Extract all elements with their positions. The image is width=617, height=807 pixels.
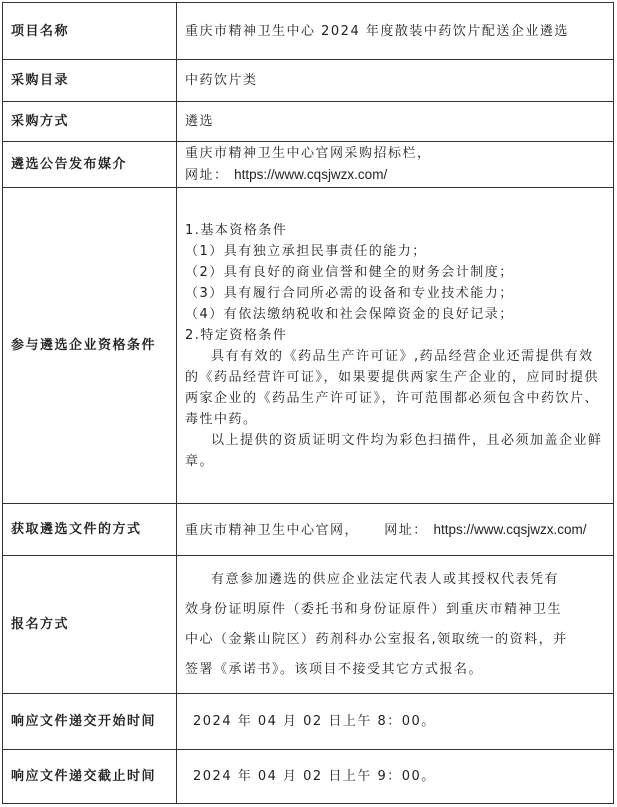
catalog-value: 中药饮片类	[177, 60, 614, 102]
project-name-value: 重庆市精神卫生中心 2024 年度散装中药饮片配送企业遴选	[177, 3, 614, 60]
basic-qualification-item: （4）有依法缴纳税收和社会保障资金的良好记录；	[185, 306, 514, 322]
signup-line: 签署《承诺书》。该项目不接受其它方式报名。	[185, 661, 484, 677]
qualification-value	[177, 188, 614, 504]
obtain-value	[177, 504, 614, 556]
obtain-label: 获取遴选文件的方式	[3, 504, 177, 556]
media-value	[177, 142, 614, 188]
special-qualification-title: 2.特定资格条件	[185, 327, 288, 343]
table-row	[3, 60, 614, 102]
table-row	[3, 142, 614, 188]
media-url-prefix: 网址：	[185, 168, 229, 183]
signup-line: 有意参加遴选的供应企业法定代表人或其授权代表凭有	[211, 571, 560, 587]
submit-end-label: 响应文件递交截止时间	[3, 750, 177, 804]
table-row	[3, 694, 614, 750]
signup-label: 报名方式	[3, 556, 177, 694]
project-name-label: 项目名称	[3, 3, 177, 60]
submit-start-time: 2024 年 04 月 02 日上午 8：00。	[193, 714, 436, 729]
obtain-url-prefix: 网址：	[384, 522, 428, 538]
media-url-link[interactable]: https://www.cqsjwzx.com/	[234, 167, 388, 182]
qualification-note-paragraph: 以上提供的资质证明文件均为彩色扫描件，且必须加盖企业鲜章。	[185, 432, 603, 469]
method-value: 遴选	[177, 102, 614, 142]
signup-line: 中心（金紫山院区）药剂科办公室报名,领取统一的资料，并	[185, 631, 568, 647]
method-label: 采购方式	[3, 102, 177, 142]
table-row	[3, 504, 614, 556]
obtain-text: 重庆市精神卫生中心官网，	[185, 522, 360, 538]
procurement-info-table	[2, 2, 614, 804]
submit-end-time: 2024 年 04 月 02 日上午 9：00。	[193, 769, 436, 784]
table-row	[3, 556, 614, 694]
basic-qualification-item: （2）具有良好的商业信誉和健全的财务会计制度；	[185, 264, 514, 280]
table-row	[3, 188, 614, 504]
submit-start-label: 响应文件递交开始时间	[3, 694, 177, 750]
basic-qualification-item: （3）具有履行合同所必需的设备和专业技术能力；	[185, 285, 514, 301]
signup-value	[177, 556, 614, 694]
basic-qualification-title: 1.基本资格条件	[185, 222, 288, 238]
submit-end-value	[177, 750, 614, 804]
table-row	[3, 102, 614, 142]
catalog-label: 采购目录	[3, 60, 177, 102]
submit-start-value	[177, 694, 614, 750]
media-label: 遴选公告发布媒介	[3, 142, 177, 188]
media-url-line	[185, 164, 605, 186]
media-line: 重庆市精神卫生中心官网采购招标栏，	[185, 146, 432, 161]
qualification-label: 参与遴选企业资格条件	[3, 188, 177, 504]
obtain-url-link[interactable]: https://www.cqsjwzx.com/	[433, 521, 587, 537]
table-row	[3, 3, 614, 60]
special-qualification-paragraph: 具有有效的《药品生产许可证》,药品经营企业还需提供有效的《药品经营许可证》，如果要提供两家生产企业的，应同时提供两家企业的《药品生产许可证》，许可范围都必须包含中药饮片、毒性中药。	[185, 348, 600, 427]
signup-line: 效身份证明原件（委托书和身份证原件）到重庆市精神卫生	[185, 601, 563, 617]
basic-qualification-item: （1）具有独立承担民事责任的能力；	[185, 243, 427, 259]
table-row	[3, 750, 614, 804]
